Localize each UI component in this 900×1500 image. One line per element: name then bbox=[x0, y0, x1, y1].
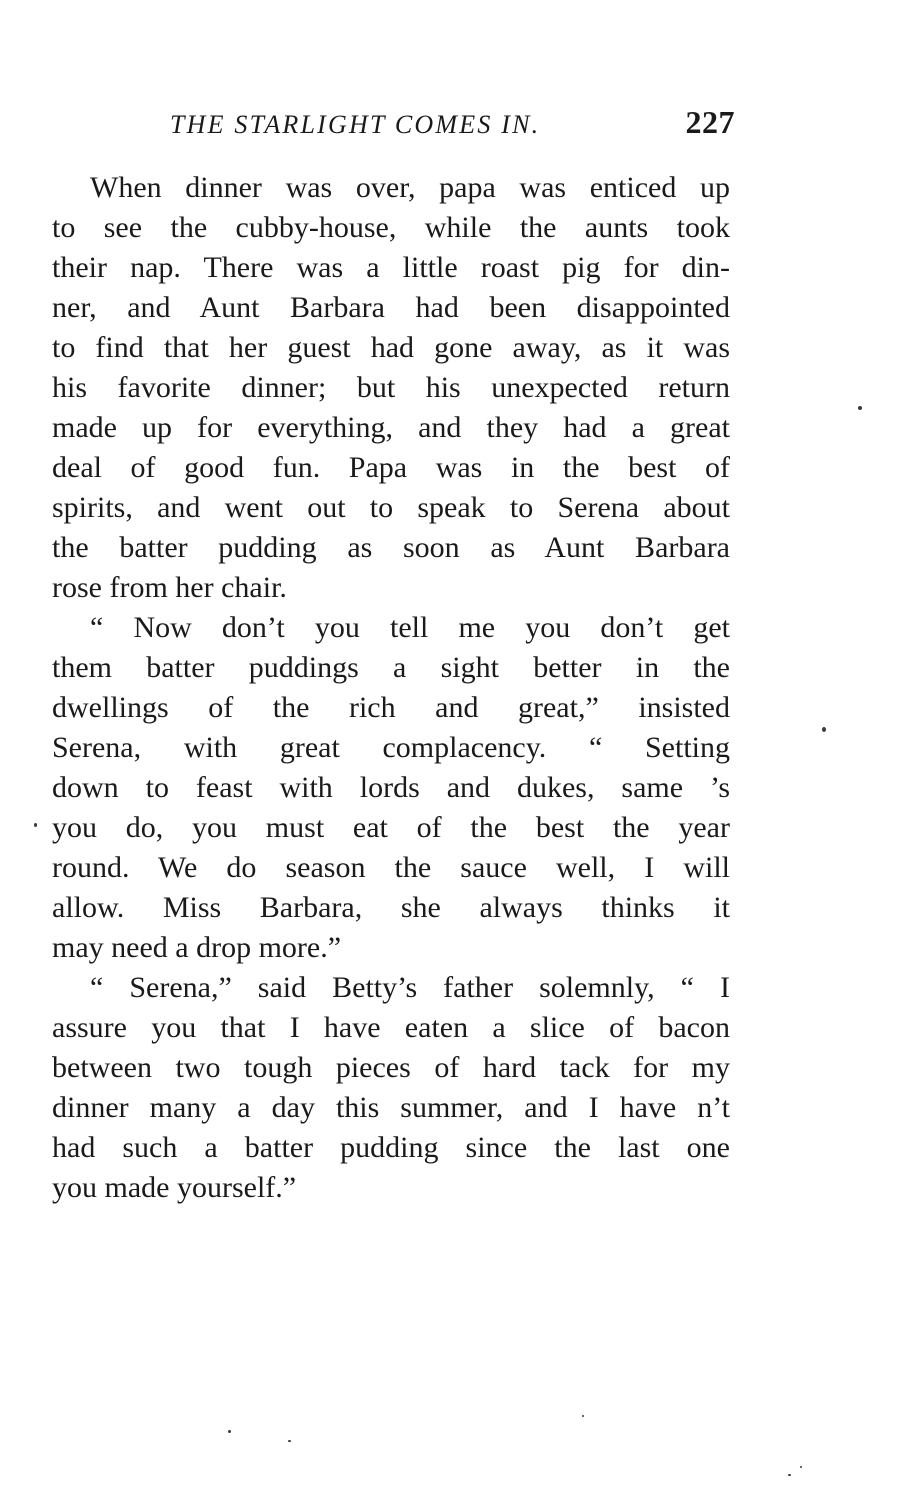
scan-speck bbox=[822, 727, 826, 732]
scan-speck bbox=[788, 1474, 791, 1476]
text-line: “ Serena,” said Betty’s father solemnly, “ I bbox=[90, 971, 730, 1004]
text-line: between two tough pieces of hard tack for my bbox=[52, 1051, 730, 1084]
text-line: them batter puddings a sight better in the bbox=[52, 651, 730, 684]
text-line: ner, and Aunt Barbara had been disappointed bbox=[52, 291, 730, 324]
text-line: the batter pudding as soon as Aunt Barbara bbox=[52, 531, 730, 564]
scan-speck bbox=[34, 823, 37, 827]
text-line: down to feast with lords and dukes, same ’s bbox=[52, 771, 730, 804]
text-line: may need a drop more.” bbox=[52, 931, 342, 964]
body-text bbox=[52, 168, 730, 1208]
text-line: made up for everything, and they had a great bbox=[52, 411, 730, 444]
scan-speck bbox=[228, 1430, 231, 1433]
text-line: dwellings of the rich and great,” insisted bbox=[52, 691, 730, 724]
scan-speck bbox=[288, 1440, 291, 1442]
text-line: Serena, with great complacency. “ Setting bbox=[52, 731, 730, 764]
text-line: his favorite dinner; but his unexpected return bbox=[52, 371, 730, 404]
text-line: you made yourself.” bbox=[52, 1171, 297, 1204]
text-line: allow. Miss Barbara, she always thinks it bbox=[52, 891, 730, 924]
text-line: to see the cubby-house, while the aunts took bbox=[52, 211, 730, 244]
text-line: When dinner was over, papa was enticed up bbox=[90, 171, 730, 204]
text-line: round. We do season the sauce well, I will bbox=[52, 851, 730, 884]
text-line: you do, you must eat of the best the year bbox=[52, 811, 730, 844]
text-line: to find that her guest had gone away, as it was bbox=[52, 331, 730, 364]
running-head bbox=[170, 104, 735, 144]
text-line: deal of good fun. Papa was in the best of bbox=[52, 451, 730, 484]
text-line: dinner many a day this summer, and I have n’t bbox=[52, 1091, 730, 1124]
text-line: spirits, and went out to speak to Serena about bbox=[52, 491, 730, 524]
text-line: their nap. There was a little roast pig for din- bbox=[52, 251, 730, 284]
scan-speck bbox=[858, 406, 862, 410]
text-line: rose from her chair. bbox=[52, 571, 287, 604]
page-number: 227 bbox=[685, 104, 735, 140]
text-line: assure you that I have eaten a slice of bacon bbox=[52, 1011, 730, 1044]
text-line: “ Now don’t you tell me you don’t get bbox=[90, 611, 730, 644]
text-line: had such a batter pudding since the last one bbox=[52, 1131, 730, 1164]
scan-speck bbox=[582, 1415, 584, 1417]
running-title: THE STARLIGHT COMES IN. bbox=[170, 110, 541, 139]
scan-speck bbox=[800, 1466, 802, 1468]
